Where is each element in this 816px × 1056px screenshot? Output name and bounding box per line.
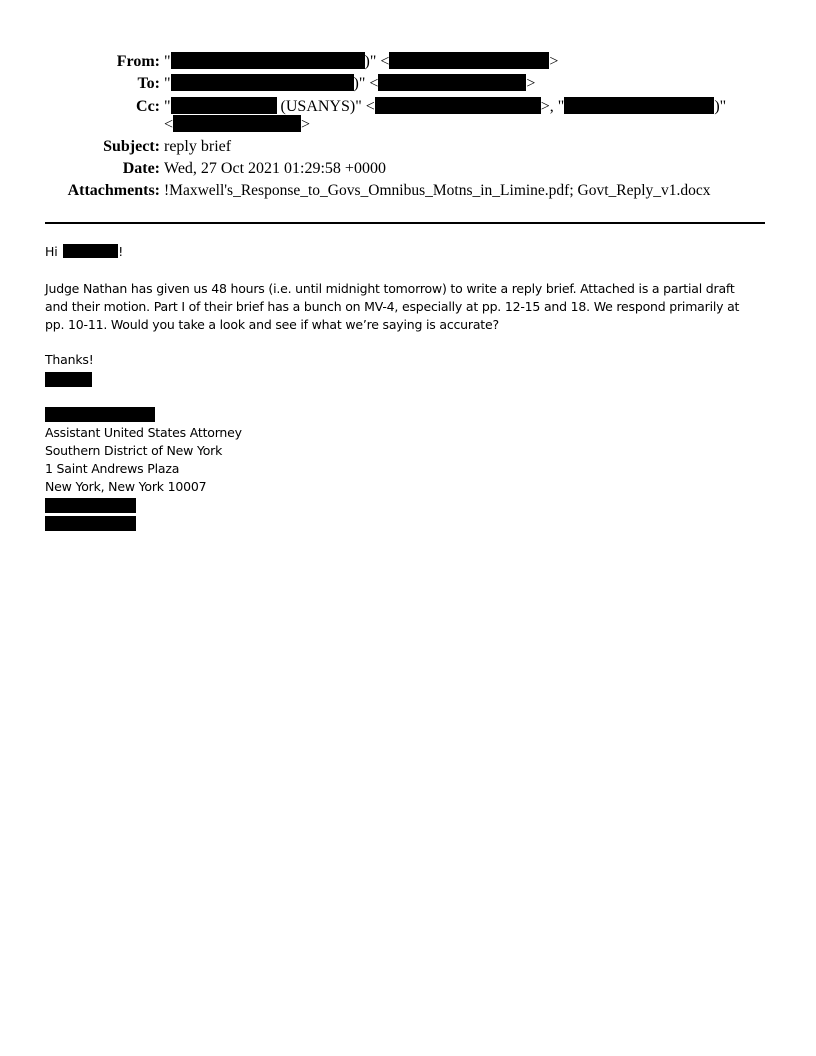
cc-org: (USANYS)" <	[276, 98, 375, 115]
cc-value-line2	[164, 115, 310, 135]
greeting	[45, 243, 123, 261]
to-quote: "	[164, 75, 171, 92]
greeting-end: !	[118, 244, 124, 259]
redaction-block	[173, 115, 301, 132]
to-end: >	[526, 75, 536, 92]
message-paragraph: Judge Nathan has given us 48 hours (i.e. until midnight tomorrow) to write a reply brief. Attached is a partial draft and their motion. Part I of their brief has a bunch on MV-4, especially at pp. 12-15 and 18. We respond primarily at pp. 10-11. Would you take a look and see if what we’re saying is accurate?	[45, 281, 740, 332]
redaction-block	[45, 516, 136, 531]
attachments-value: !Maxwell's_Response_to_Govs_Omnibus_Motns_in_Limine.pdf; Govt_Reply_v1.docx	[164, 182, 711, 199]
redaction-block	[171, 52, 365, 69]
from-value	[164, 52, 558, 72]
redaction-block	[171, 97, 277, 114]
cc-middle: >, "	[540, 98, 565, 115]
greeting-start: Hi	[45, 244, 58, 259]
redaction-block	[171, 74, 354, 91]
signature-title: Assistant United States Attorney	[45, 425, 242, 440]
cc-label: Cc:	[136, 98, 160, 115]
subject-label: Subject:	[103, 138, 160, 155]
redaction-block	[45, 407, 155, 422]
signature-office: Southern District of New York	[45, 443, 223, 458]
from-quote: "	[164, 53, 171, 70]
redaction-block	[45, 372, 92, 387]
signature-address2: New York, New York 10007	[45, 479, 207, 494]
to-separator: )" <	[353, 75, 379, 92]
from-label: From:	[116, 53, 160, 70]
redaction-block	[389, 52, 549, 69]
redaction-block	[63, 244, 118, 258]
redaction-block	[45, 498, 136, 513]
redaction-block	[378, 74, 526, 91]
redaction-block	[375, 97, 541, 114]
signature-address1: 1 Saint Andrews Plaza	[45, 461, 180, 476]
cc-line2-start: <	[164, 116, 174, 133]
to-label: To:	[137, 75, 160, 92]
to-value	[164, 74, 535, 94]
date-value: Wed, 27 Oct 2021 01:29:58 +0000	[164, 160, 386, 177]
header-divider	[45, 222, 765, 224]
thanks: Thanks!	[45, 352, 94, 367]
subject-value: reply brief	[164, 138, 232, 155]
cc-end: )"	[714, 98, 727, 115]
cc-value	[164, 97, 726, 117]
from-end: >	[549, 53, 559, 70]
from-separator: )" <	[364, 53, 390, 70]
cc-line2-end: >	[301, 116, 311, 133]
redaction-block	[564, 97, 714, 114]
attachments-label: Attachments:	[67, 182, 160, 199]
cc-quote: "	[164, 98, 171, 115]
date-label: Date:	[122, 160, 160, 177]
